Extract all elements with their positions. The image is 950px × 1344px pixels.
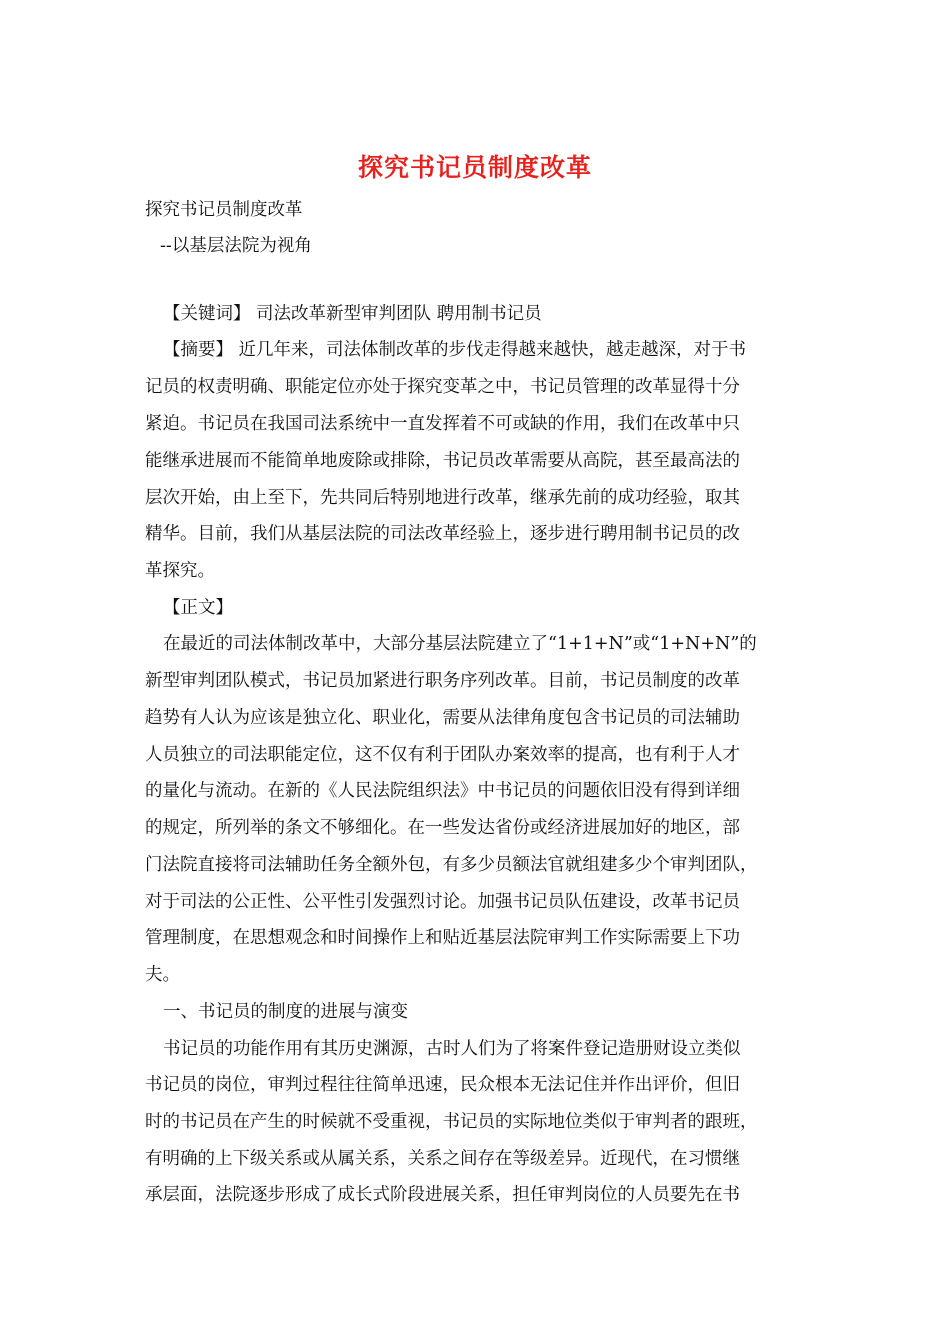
abstract-line: 紧迫。书记员在我国司法系统中一直发挥着不可或缺的作用，我们在改革中只: [145, 414, 740, 434]
body-line: 人员独立的司法职能定位，这不仅有利于团队办案效率的提高，也有利于人才: [145, 745, 740, 765]
keywords-line: 【关键词】 司法改革新型审判团队 聘用制书记员: [163, 304, 542, 324]
body-line: 的量化与流动。在新的《人民法院组织法》中书记员的问题依旧没有得到详细: [145, 781, 740, 801]
body-line: 在最近的司法体制改革中，大部分基层法院建立了“1+1+N”或“1+N+N”的: [163, 634, 757, 654]
body-line: 时的书记员在产生的时候就不受重视，书记员的实际地位类似于审判者的跟班，: [145, 1112, 758, 1132]
body-line: 有明确的上下级关系或从属关系，关系之间存在等级差异。近现代，在习惯继: [145, 1149, 740, 1169]
abstract-line: 层次开始，由上至下，先共同后特别地进行改革，继承先前的成功经验，取其: [145, 488, 740, 508]
body-line: 夫。: [145, 965, 180, 985]
subtitle-perspective: --以基层法院为视角: [160, 236, 312, 256]
body-line: 对于司法的公正性、公平性引发强烈讨论。加强书记员队伍建设，改革书记员: [145, 892, 740, 912]
body-line: 承层面，法院逐步形成了成长式阶段进展关系，担任审判岗位的人员要先在书: [145, 1185, 740, 1205]
abstract-line: 能继承进展而不能简单地废除或排除，书记员改革需要从高院，甚至最高法的: [145, 451, 740, 471]
body-line: 书记员的岗位，审判过程往往简单迅速，民众根本无法记住并作出评价，但旧: [145, 1075, 740, 1095]
document-title: 探究书记员制度改革: [357, 153, 592, 182]
body-line: 门法院直接将司法辅助任务全额外包，有多少员额法官就组建多少个审判团队，: [145, 855, 758, 875]
abstract-line: 记员的权责明确、职能定位亦处于探究变革之中，书记员管理的改革显得十分: [145, 377, 740, 397]
body-line: 的规定，所列举的条文不够细化。在一些发达省份或经济进展加好的地区，部: [145, 818, 740, 838]
section-heading: 一、书记员的制度的进展与演变: [163, 1002, 408, 1022]
body-line: 趋势有人认为应该是独立化、职业化，需要从法律角度包含书记员的司法辅助: [145, 708, 740, 728]
body-line: 管理制度，在思想观念和时间操作上和贴近基层法院审判工作实际需要上下功: [145, 928, 740, 948]
abstract-line: 【摘要】 近几年来，司法体制改革的步伐走得越来越快，越走越深，对于书: [163, 340, 747, 360]
body-line: 新型审判团队模式，书记员加紧进行职务序列改革。目前，书记员制度的改革: [145, 671, 740, 691]
body-heading: 【正文】: [163, 598, 233, 618]
body-line: 书记员的功能作用有其历史渊源，古时人们为了将案件登记造册财设立类似: [163, 1039, 741, 1059]
abstract-line: 革探究。: [145, 561, 215, 581]
abstract-line: 精华。目前，我们从基层法院的司法改革经验上，逐步进行聘用制书记员的改: [145, 524, 740, 544]
subtitle: 探究书记员制度改革: [145, 200, 303, 220]
